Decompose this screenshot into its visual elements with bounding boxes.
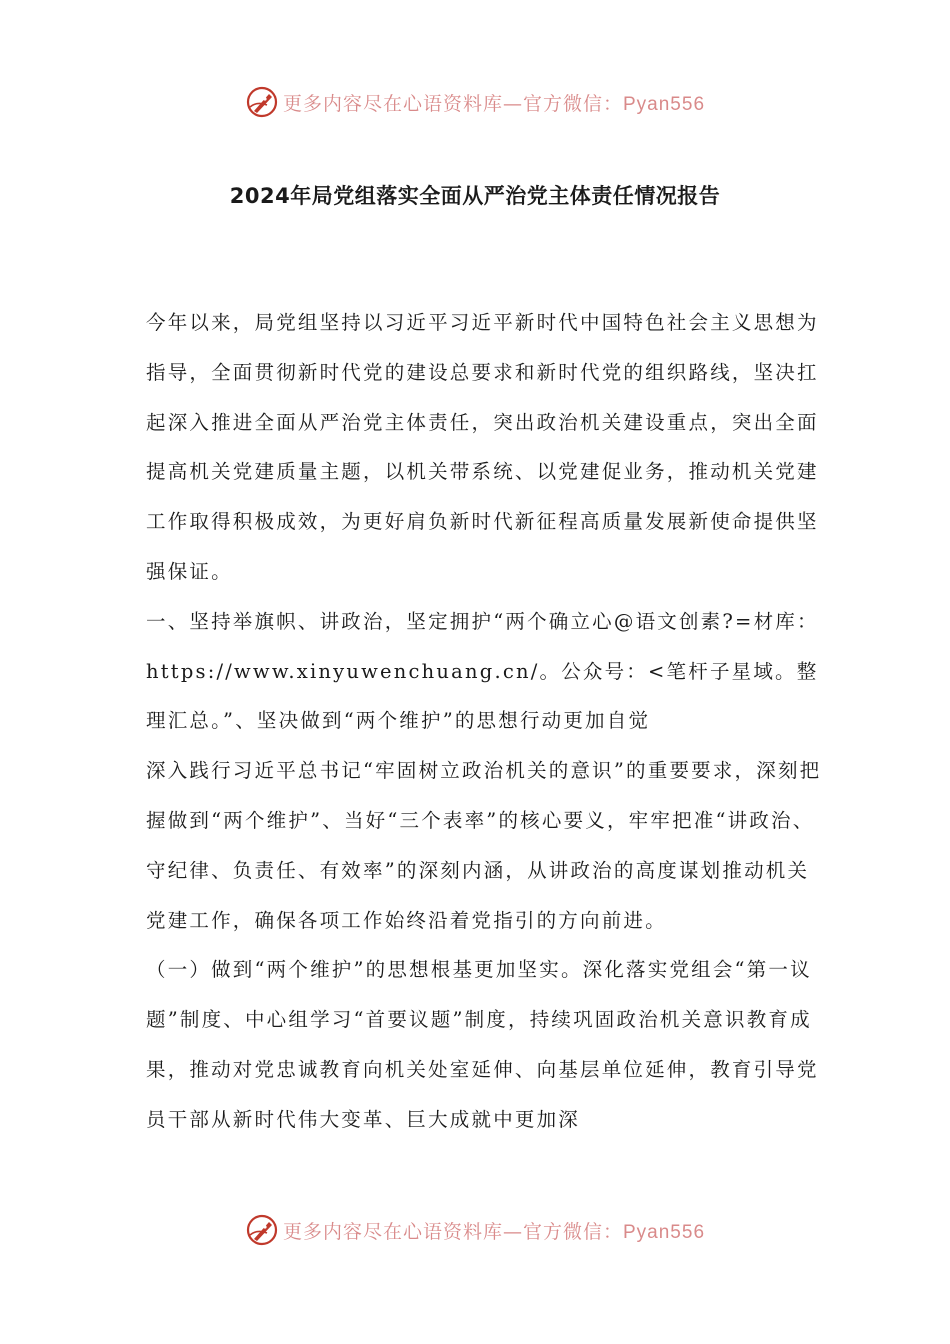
watermark-text	[283, 1217, 705, 1244]
watermark-text	[283, 89, 705, 116]
paragraph-intro: 今年以来，局党组坚持以习近平习近平新时代中国特色社会主义思想为指导，全面贯彻新时代党的建设总要求和新时代党的组织路线，坚决扛起深入推进全面从严治党主体责任，突出政治机关建设重点，突出全面提高机关党建质量主题，以机关带系统、以党建促业务，推动机关党建工作取得积极成效，为更好肩负新时代新征程高质量发展新使命提供坚强保证。	[146, 311, 819, 583]
watermark-handle: Pyan556	[623, 93, 706, 115]
paragraph-subsection-1: （一）做到“两个维护”的思想根基更加坚实。深化落实党组会“第一议题”制度、中心组学习“首要议题”制度，持续巩固政治机关意识教育成果，推动对党忠诚教育向机关处室延伸、向基层单位延伸，教育引导党员干部从新时代伟大变革、巨大成就中更加深	[146, 958, 819, 1131]
paragraph-section-1-body: 深入践行习近平总书记“牢固树立政治机关的意识”的重要要求，深刻把握做到“两个维护”、当好“三个表率”的核心要义，牢牢把准“讲政治、守纪律、负责任、有效率”的深刻内涵，从讲政治的高度谋划推动机关党建工作，确保各项工作始终沿着党指引的方向前进。	[146, 759, 822, 932]
header-watermark	[0, 82, 950, 122]
watermark-handle: Pyan556	[623, 1221, 706, 1243]
document-title: 2024年局党组落实全面从严治党主体责任情况报告	[229, 184, 721, 208]
footer-watermark	[0, 1210, 950, 1250]
paragraph-section-1-heading: 一、坚持举旗帜、讲政治，坚定拥护“两个确立心@语文创素?=材库：https://www.xinyuwenchuang.cn/。公众号：<笔杆子星域。整理汇总。”、坚决做到“两个维护”的思想行动更加自觉	[146, 609, 819, 733]
pen-nib-logo-icon	[245, 1213, 279, 1247]
pen-nib-logo-icon	[245, 85, 279, 119]
watermark-label: 更多内容尽在心语资料库—官方微信：	[282, 1220, 623, 1243]
watermark-label: 更多内容尽在心语资料库—官方微信：	[282, 92, 623, 115]
document-body	[146, 298, 826, 1145]
